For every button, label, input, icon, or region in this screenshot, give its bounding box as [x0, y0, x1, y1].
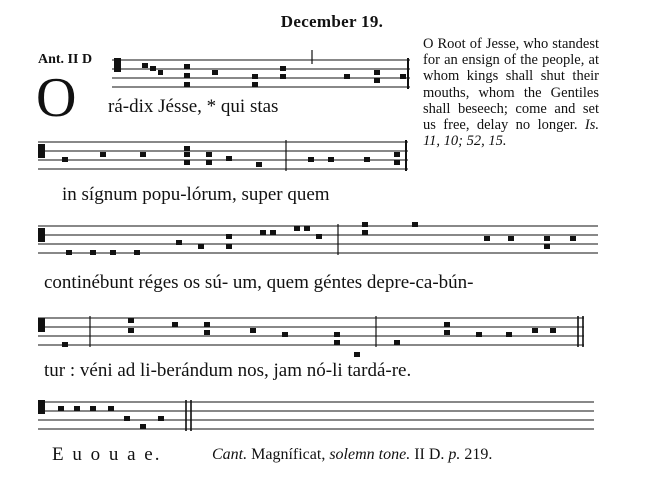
music-staff-5: [38, 400, 598, 434]
c-clef: [38, 144, 45, 158]
lyric-line-3: continébunt réges os sú- um, quem géntes depre-ca-bún-: [44, 272, 474, 293]
magnificat-label: Magníficat,: [251, 446, 326, 463]
neumes: [62, 318, 556, 357]
scripture-reference: Is. 11, 10; 52, 15.: [423, 117, 599, 150]
cant-label: Cant.: [212, 446, 248, 463]
music-staff-3: [38, 224, 602, 258]
c-clef: [38, 318, 45, 332]
music-staff-4: [38, 316, 588, 356]
neumes: [62, 146, 400, 167]
antiphon-label: Ant. II D: [38, 52, 93, 67]
lyric-line-4: tur : véni ad li-berándum nos, jam nó-li tardá-re.: [44, 360, 412, 381]
music-staff-2: [38, 140, 410, 174]
c-clef: [38, 400, 45, 414]
page-number: 219.: [464, 446, 493, 463]
initial-letter: O: [36, 67, 77, 129]
tone-label: solemn tone.: [329, 446, 411, 463]
music-staff-1: [112, 58, 412, 92]
lyric-line-5: E u o u a e.: [52, 444, 162, 465]
translation-text: [423, 36, 599, 149]
lyric-line-2: in sígnum popu-lórum, super quem: [62, 184, 330, 205]
footer-rubric: [212, 446, 492, 464]
neumes: [66, 222, 576, 255]
c-clef: [114, 58, 121, 72]
c-clef: [38, 228, 45, 242]
neumes: [58, 406, 164, 429]
page-label: p.: [448, 446, 461, 463]
mode-label: II D.: [414, 446, 445, 463]
lyric-line-1: rá-dix Jésse, * qui stas: [108, 96, 279, 117]
translation-body: O Root of Jesse, who standest for an ensign of the people, at whom kings shall shut their mouths, whom the Gentiles shall beseech; come and set us free, delay no longer.: [423, 36, 599, 134]
neumes: [142, 63, 406, 87]
page-title: December 19.: [280, 12, 384, 31]
